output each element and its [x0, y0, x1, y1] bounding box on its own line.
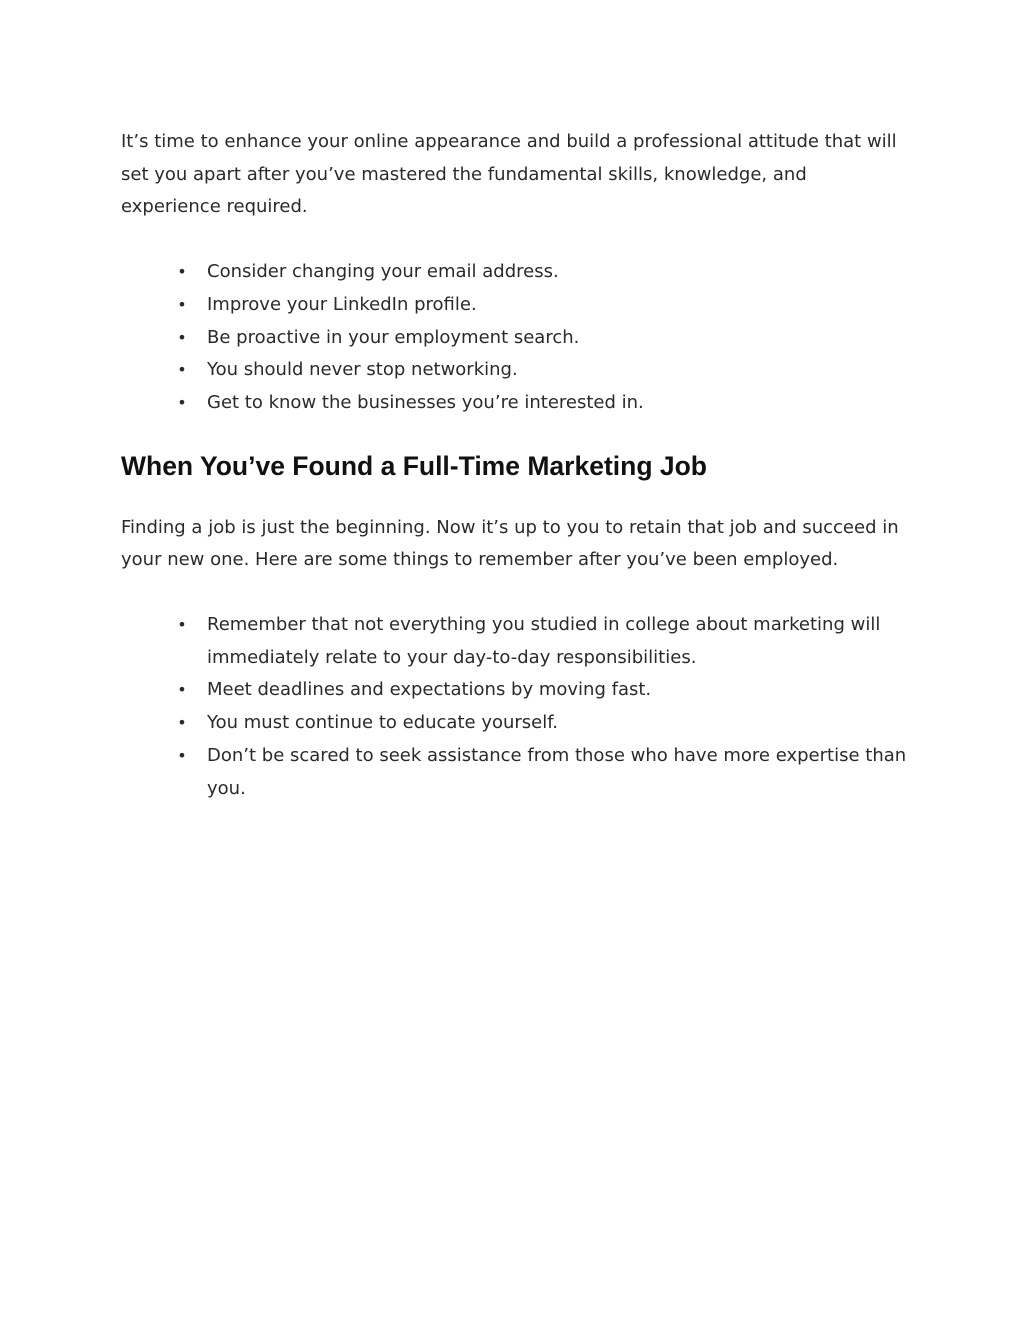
list-item-text: Remember that not everything you studied in college about marketing will immediately relate to your day-to-day responsibilities.: [207, 614, 881, 668]
remember-list: [121, 609, 911, 805]
list-item-text: Don’t be scared to seek assistance from those who have more expertise than you.: [207, 744, 907, 799]
bullet-icon: •: [177, 680, 187, 700]
document-body: [121, 126, 911, 805]
list-item-text: Get to know the businesses you’re interested in.: [207, 391, 644, 413]
intro-paragraph: It’s time to enhance your online appearance and build a professional attitude that will set you apart after you’ve mastered the fundamental skills, knowledge, and experience required.: [121, 131, 897, 218]
list-item-text: Improve your LinkedIn profile.: [207, 293, 477, 315]
list-item: [121, 740, 911, 805]
bullet-icon: •: [177, 294, 187, 314]
bullet-icon: •: [177, 360, 187, 380]
bullet-icon: •: [177, 327, 187, 347]
list-item: [121, 609, 911, 674]
list-item: [121, 322, 911, 355]
list-item: [121, 674, 911, 707]
list-item: [121, 387, 911, 420]
list-item: [121, 256, 911, 289]
bullet-icon: •: [177, 262, 187, 282]
list-item: [121, 707, 911, 740]
list-item-text: Consider changing your email address.: [207, 261, 559, 283]
list-item-text: Be proactive in your employment search.: [207, 326, 580, 348]
tips-list: [121, 256, 911, 420]
section-paragraph: Finding a job is just the beginning. Now it’s up to you to retain that job and succeed in your new one. Here are some things to remember after you’ve been employed.: [121, 516, 899, 571]
section-heading: When You’ve Found a Full-Time Marketing Job: [121, 450, 707, 481]
list-item: [121, 354, 911, 387]
bullet-icon: •: [177, 745, 187, 765]
list-item: [121, 289, 911, 322]
bullet-icon: •: [177, 713, 187, 733]
list-item-text: You must continue to educate yourself.: [207, 712, 558, 734]
bullet-icon: •: [177, 392, 187, 412]
list-item-text: You should never stop networking.: [207, 359, 518, 381]
bullet-icon: •: [177, 615, 187, 635]
list-item-text: Meet deadlines and expectations by moving fast.: [207, 679, 652, 701]
